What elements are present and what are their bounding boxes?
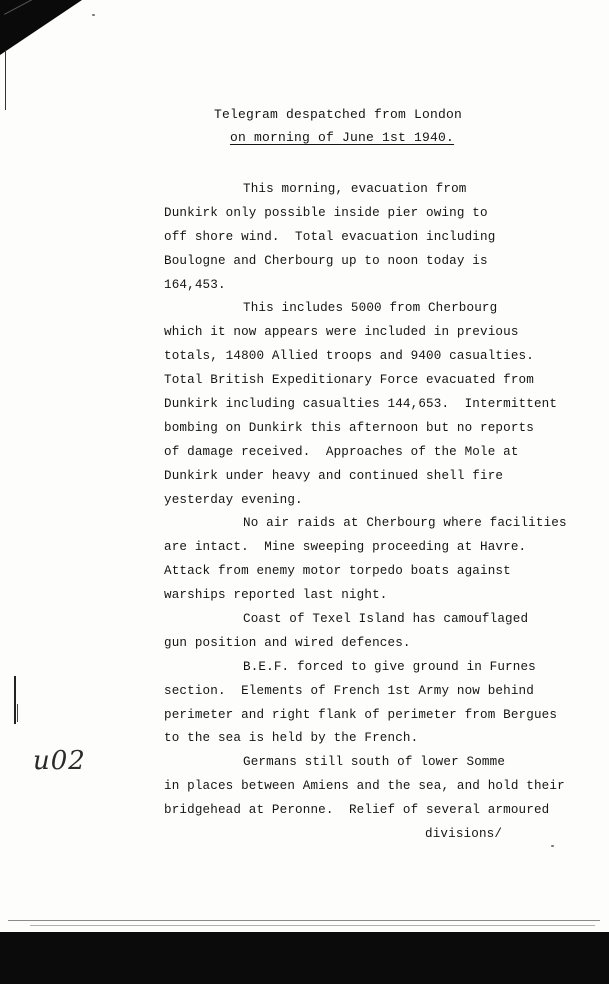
body-line: Boulogne and Cherbourg up to noon today is [164,253,488,268]
body-line: of damage received. Approaches of the Mole at [164,444,519,459]
body-line: Germans still south of lower Somme [243,755,506,770]
paper-speck [92,14,95,16]
body-line: to the sea is held by the French. [164,731,419,746]
body-line: section. Elements of French 1st Army now behind [164,683,534,698]
paper-speck [551,845,554,847]
body-line: bridgehead at Peronne. Relief of several armoured [164,803,550,818]
telegram-body [164,178,584,847]
left-edge-line [5,50,6,110]
body-line: This includes 5000 from Cherbourg [243,301,498,316]
body-line: divisions/ [425,827,503,842]
body-line: 164,453. [164,277,226,292]
heading-text-line1: Telegram despatched from London [214,107,463,122]
body-line: Dunkirk only possible inside pier owing to [164,205,488,220]
body-line: off shore wind. Total evacuation including [164,229,496,244]
body-line: which it now appears were included in previous [164,325,519,340]
body-line: totals, 14800 Allied troops and 9400 casualties. [164,349,534,364]
body-line: yesterday evening. [164,492,303,507]
body-line: bombing on Dunkirk this afternoon but no reports [164,420,534,435]
body-line: Dunkirk including casualties 144,653. Intermittent [164,397,558,412]
body-line: Dunkirk under heavy and continued shell fire [164,468,504,483]
body-line: gun position and wired defences. [164,635,411,650]
body-line: perimeter and right flank of perimeter from Bergues [164,707,558,722]
body-line: This morning, evacuation from [243,182,467,196]
scan-bottom-border [0,932,609,984]
handwritten-margin-note: u02 [33,746,86,776]
bottom-edge-line [30,925,595,926]
margin-mark-small [17,704,18,722]
body-line: are intact. Mine sweeping proceeding at Havre. [164,540,527,555]
body-line: in places between Amiens and the sea, and hold their [164,779,565,794]
body-line: Attack from enemy motor torpedo boats against [164,564,511,579]
body-line: B.E.F. forced to give ground in Furnes [243,659,536,674]
body-line: warships reported last night. [164,588,388,603]
margin-mark [14,676,16,724]
body-line: Total British Expeditionary Force evacuated from [164,373,534,388]
body-line: No air raids at Cherbourg where facilities [243,516,567,531]
body-line: Coast of Texel Island has camouflaged [243,612,529,627]
bottom-edge-line [8,920,600,921]
heading-text-line2: on morning of June 1st 1940. [230,130,455,145]
